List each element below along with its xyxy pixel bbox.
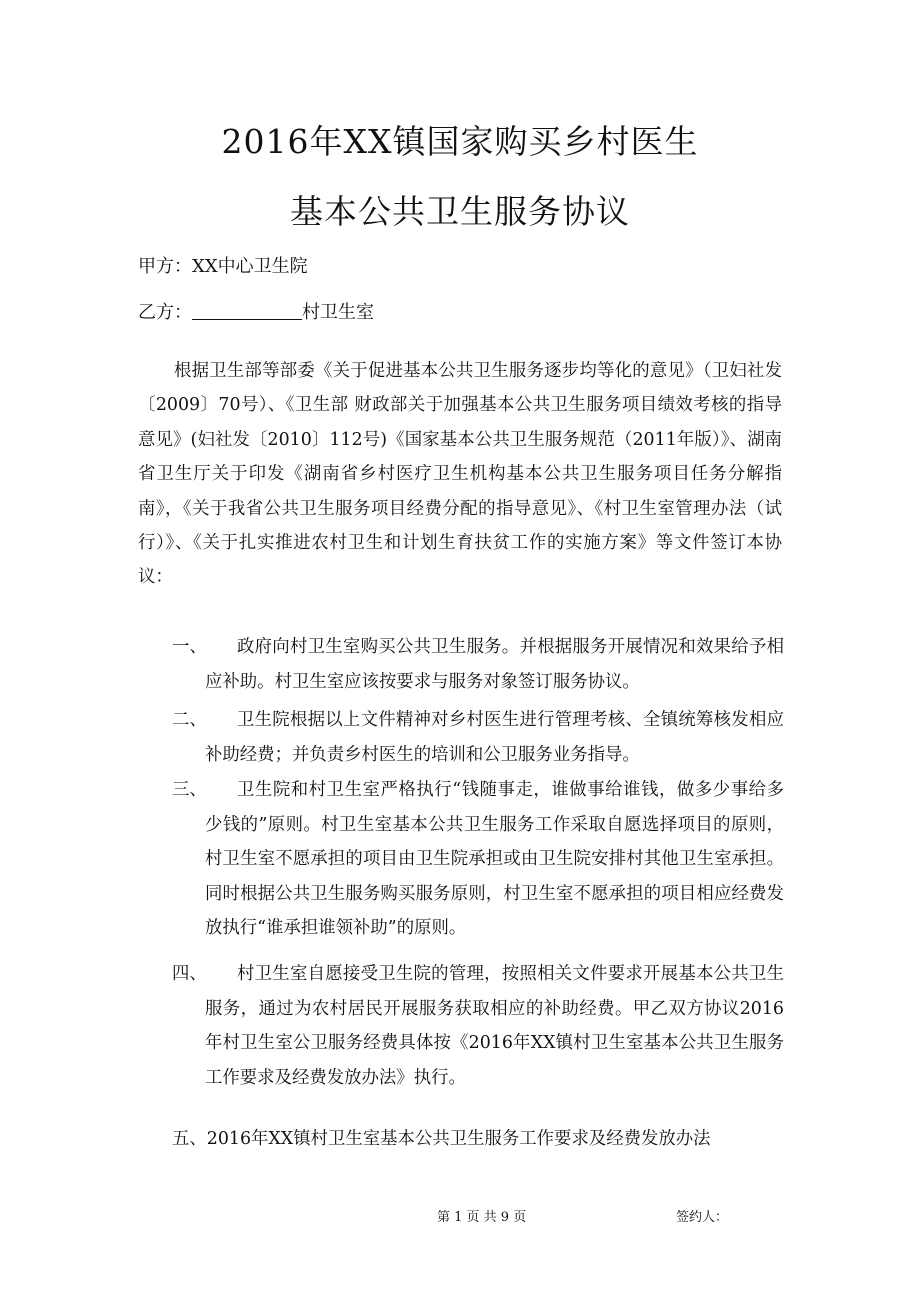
page-number: 第 1 页 共 9 页 xyxy=(437,1210,527,1225)
clause-2-text: 卫生院根据以上文件精神对乡村医生进行管理考核、全镇统筹核发相应补助经费；并负责乡村医生的培训和公卫服务业务指导。 xyxy=(205,710,784,765)
document-title-line1: 2016年XX镇国家购买乡村医生 xyxy=(221,122,699,161)
party-b-blank-line xyxy=(192,301,302,320)
party-a: 甲方：XX中心卫生院 xyxy=(138,256,308,277)
clause-1 xyxy=(172,630,784,699)
party-b-prefix: 乙方： xyxy=(138,302,192,323)
clause-3 xyxy=(172,773,784,946)
intro-paragraph: 根据卫生部等部委《关于促进基本公共卫生服务逐步均等化的意见》（卫妇社发〔2009〕70号）、《卫生部 财政部关于加强基本公共卫生服务项目绩效考核的指导意见》(妇社发〔2010〕112号)《国家基本公共卫生服务规范（2011年版）》、湖南省卫生厅关于印发《湖南省乡村医疗卫生机构基本公共卫生服务项目任务分解指南》，《关于我省公共卫生服务项目经费分配的指导意见》、《村卫生室管理办法（试行）》、《关于扎实推进农村卫生和计划生育扶贫工作的实施方案》等文件签订本协议： xyxy=(138,361,782,588)
party-b xyxy=(138,298,374,324)
clause-4-text: 村卫生室自愿接受卫生院的管理，按照相关文件要求开展基本公共卫生服务，通过为农村居民开展服务获取相应的补助经费。甲乙双方协议2016年村卫生室公卫服务经费具体按《2016年XX镇村卫生室基本公共卫生服务工作要求及经费发放办法》执行。 xyxy=(205,964,784,1088)
clause-4 xyxy=(172,957,784,1095)
clause-4-number: 四、 xyxy=(172,964,207,984)
clause-2-number: 二、 xyxy=(172,710,207,730)
clause-1-number: 一、 xyxy=(172,637,207,657)
clause-1-text: 政府向村卫生室购买公共卫生服务。并根据服务开展情况和效果给予相应补助。村卫生室应该按要求与服务对象签订服务协议。 xyxy=(205,637,784,692)
clause-2 xyxy=(172,703,784,772)
clause-5-heading: 五、2016年XX镇村卫生室基本公共卫生服务工作要求及经费发放办法 xyxy=(172,1129,711,1149)
clause-3-text: 卫生院和村卫生室严格执行“钱随事走，谁做事给谁钱，做多少事给多少钱的”原则。村卫生室基本公共卫生服务工作采取自愿选择项目的原则，村卫生室不愿承担的项目由卫生院承担或由卫生院安排村其他卫生室承担。同时根据公共卫生服务购买服务原则，村卫生室不愿承担的项目相应经费发放执行“谁承担谁领补助”的原则。 xyxy=(205,780,784,939)
signature-label: 签约人： xyxy=(676,1210,729,1225)
clause-3-number: 三、 xyxy=(172,780,207,800)
document-title-line2: 基本公共卫生服务协议 xyxy=(290,192,630,231)
party-b-suffix: 村卫生室 xyxy=(302,302,374,323)
